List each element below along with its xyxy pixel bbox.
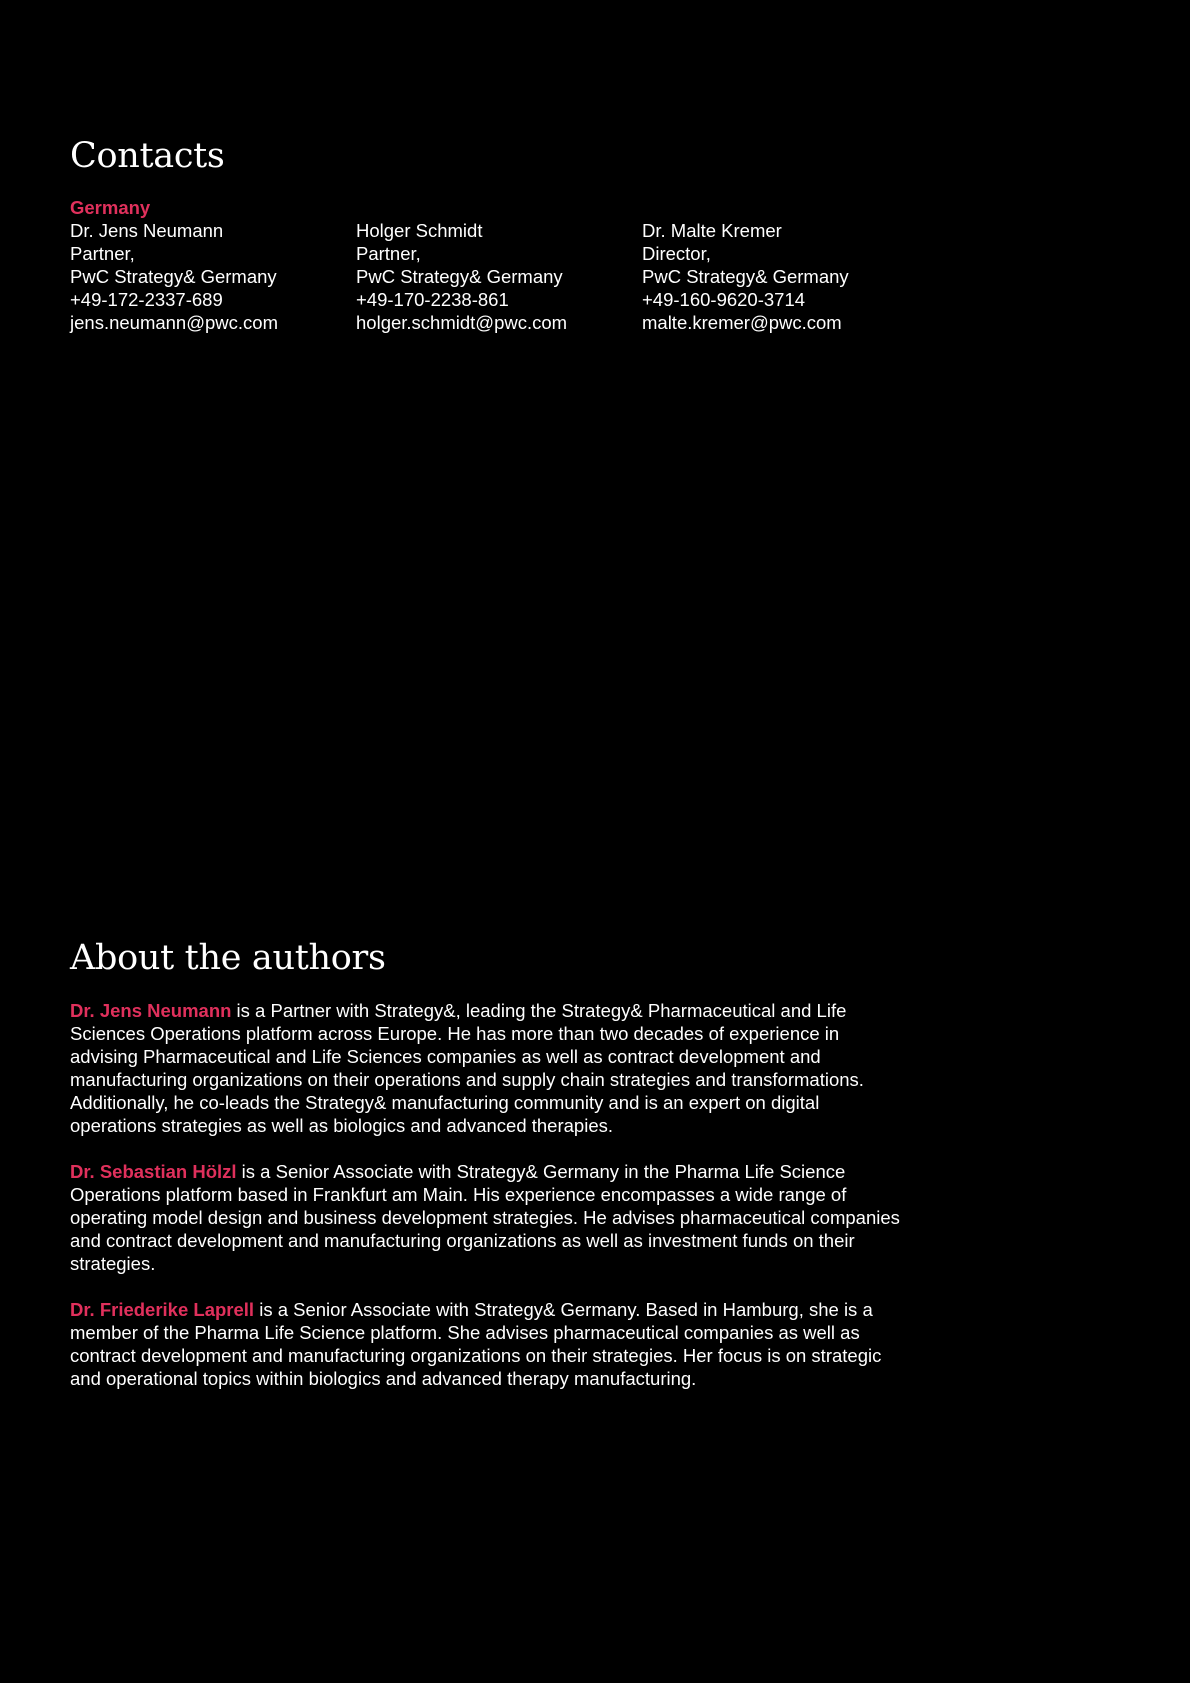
contact-phone: +49-170-2238-861 <box>356 289 509 310</box>
contact-title: Partner, <box>70 243 135 264</box>
contact-email[interactable]: jens.neumann@pwc.com <box>70 312 278 333</box>
author-name: Dr. Jens Neumann <box>70 1000 232 1021</box>
contact-name: Dr. Jens Neumann <box>70 220 224 241</box>
contact-title: Partner, <box>356 243 421 264</box>
contact-email[interactable]: malte.kremer@pwc.com <box>642 312 842 333</box>
author-bio-text: is a Senior Associate with Strategy& Germany in the Pharma Life Science Operations platform based in Frankfurt am Main. His experience encompasses a wide range of operating model design and business development strategies. He advises pharmaceutical companies and contract development and manufacturing organizations as well as investment funds on their strategies. <box>70 1161 900 1274</box>
author-bio <box>70 999 900 1137</box>
authors-heading: About the authors <box>70 938 386 978</box>
contact-card <box>70 219 278 334</box>
region-label-germany: Germany <box>70 197 151 218</box>
author-bio <box>70 1160 900 1275</box>
author-name: Dr. Sebastian Hölzl <box>70 1161 237 1182</box>
contacts-heading: Contacts <box>70 136 225 176</box>
author-bio-text: is a Senior Associate with Strategy& Germany. Based in Hamburg, she is a member of the Pharma Life Science platform. She advises pharmaceutical companies as well as contract development and manufacturing organizations on their strategies. Her focus is on strategic and operational topics within biologics and advanced therapy manufacturing. <box>70 1299 882 1389</box>
contact-phone: +49-172-2337-689 <box>70 289 223 310</box>
contact-phone: +49-160-9620-3714 <box>642 289 806 310</box>
author-bio <box>70 1298 900 1390</box>
author-name: Dr. Friederike Laprell <box>70 1299 255 1320</box>
author-bio-text: is a Partner with Strategy&, leading the Strategy& Pharmaceutical and Life Sciences Operations platform across Europe. He has more than two decades of experience in advising Pharmaceutical and Life Sciences companies as well as contract development and manufacturing organizations on their operations and supply chain strategies and transformations. Additionally, he co-leads the Strategy& manufacturing community and is an expert on digital operations strategies as well as biologics and advanced therapies. <box>70 1000 864 1136</box>
contact-organization: PwC Strategy& Germany <box>642 266 849 287</box>
contact-card <box>356 219 567 334</box>
contact-name: Holger Schmidt <box>356 220 483 241</box>
contact-title: Director, <box>642 243 711 264</box>
contact-organization: PwC Strategy& Germany <box>356 266 563 287</box>
contact-name: Dr. Malte Kremer <box>642 220 782 241</box>
contact-email[interactable]: holger.schmidt@pwc.com <box>356 312 568 333</box>
contact-organization: PwC Strategy& Germany <box>70 266 277 287</box>
contact-card <box>642 219 849 334</box>
